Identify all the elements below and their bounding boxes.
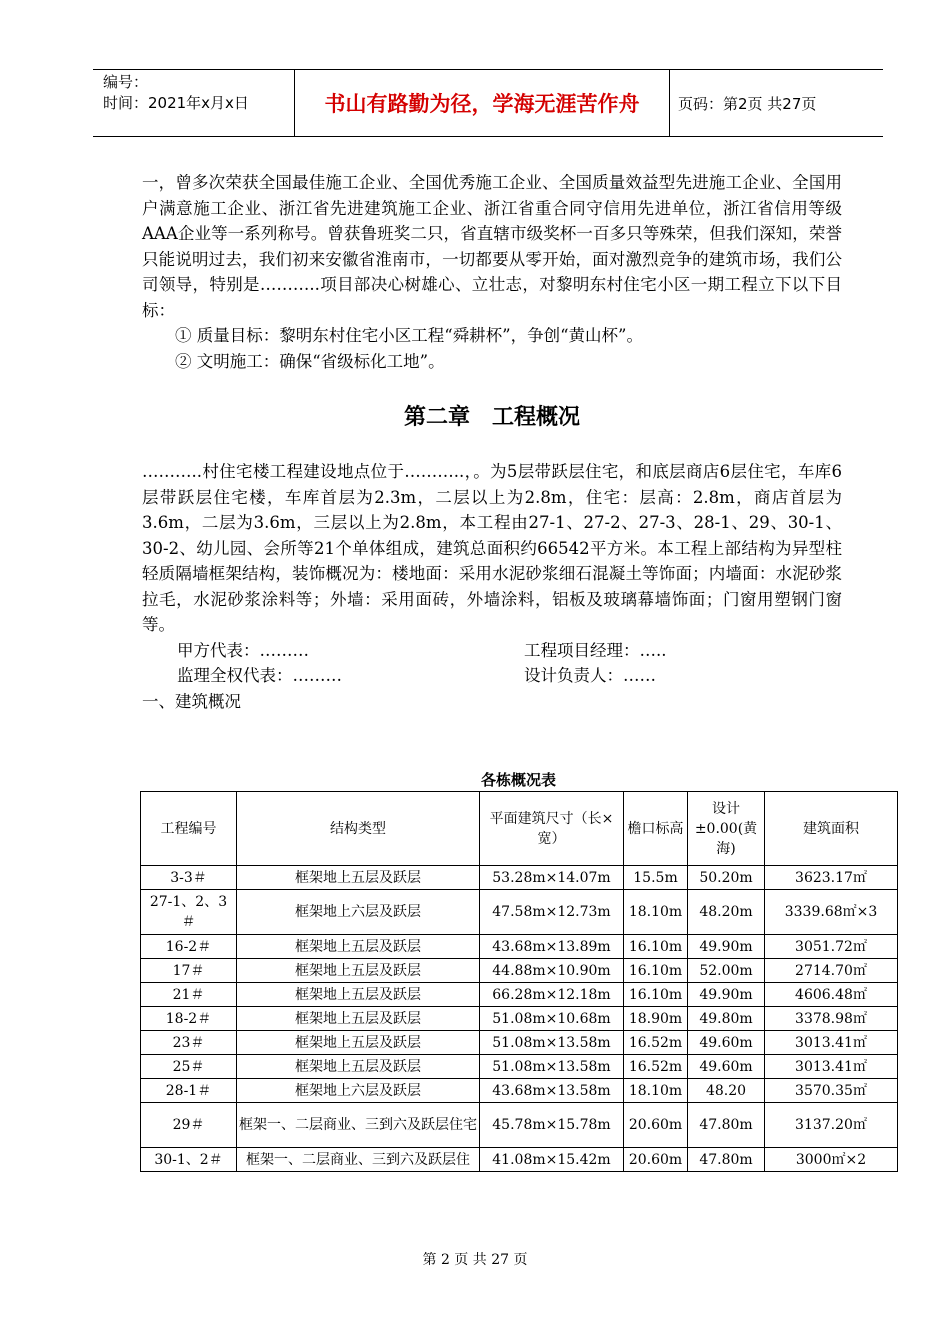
table-cell: 16.52m: [624, 1031, 688, 1055]
table-cell: 18-2＃: [141, 1007, 237, 1031]
table-row: [141, 935, 898, 959]
table-cell: 17＃: [141, 959, 237, 983]
table-caption: 各栋概况表: [480, 771, 556, 789]
table-cell: 28-1＃: [141, 1079, 237, 1103]
goal-civilized: ② 文明施工：确保“省级标化工地”。: [175, 351, 445, 371]
table-cell: 51.08m×13.58m: [480, 1055, 624, 1079]
overview-paragraph: ………..村住宅楼工程建设地点位于………..，。为5层带跃层住宅，和底层商店6层住宅，车库6层带跃层住宅楼，车库首层为2.3m，二层以上为2.8m，住宅：层高：2.8m，商店首层为3.6m，二层为3.6m，三层以上为2.8m，本工程由27-1、27-2、27-3、28-1、29、30-1、30-2、幼儿园、会所等21个单体组成，建筑总面积约66542平方米。本工程上部结构为异型柱轻质隔墙框架结构，装饰概况为：楼地面：采用水泥砂浆细石混凝土等饰面；内墙面：水泥砂浆拉毛，水泥砂浆涂料等；外墙：采用面砖，外墙涂料，铝板及玻璃幕墙饰面；门窗用塑钢门窗等。: [142, 462, 842, 634]
col-header: 工程编号: [141, 792, 237, 866]
table-cell: 18.10m: [624, 1079, 688, 1103]
table-row: [141, 890, 898, 935]
table-cell: 16.10m: [624, 935, 688, 959]
number-label: 编号：: [103, 73, 149, 91]
table-cell: 41.08m×15.42m: [480, 1148, 624, 1172]
table-row: [141, 1103, 898, 1148]
building-table: [140, 791, 898, 1172]
table-cell: 49.90m: [688, 983, 765, 1007]
table-row: [141, 1079, 898, 1103]
header-page-code: 页码：第2页 共27页: [678, 94, 817, 113]
table-row: [141, 1055, 898, 1079]
project-manager: 工程项目经理：…..: [524, 640, 667, 660]
table-cell: 30-1、2＃: [141, 1148, 237, 1172]
col-header: 平面建筑尺寸（长×宽）: [480, 792, 624, 866]
table-cell: 3137.20㎡: [765, 1103, 898, 1148]
supervisor-rep: 监理全权代表：………: [177, 666, 342, 685]
table-cell: 27-1、2、3＃: [141, 890, 237, 935]
signature-row: [142, 663, 842, 689]
intro-paragraph: 一，曾多次荣获全国最佳施工企业、全国优秀施工企业、全国质量效益型先进施工企业、全国用户满意施工企业、浙江省先进建筑施工企业、浙江省重合同守信用先进单位，浙江省信用等级AAA企业等一系列称号。曾获鲁班奖二只，省直辖市级奖杯一百多只等殊荣，但我们深知，荣誉只能说明过去，我们初来安徽省淮南市，一切都要从零开始，面对激烈竞争的建筑市场，我们公司领导，特别是………..项目部决心树雄心、立壮志，对黎明东村住宅小区一期工程立下以下目标：: [142, 173, 842, 320]
section-title: 一、建筑概况: [142, 691, 241, 711]
signature-row: [142, 638, 842, 664]
header-divider: [669, 70, 670, 136]
table-cell: 47.80m: [688, 1103, 765, 1148]
table-cell: 4606.48㎡: [765, 983, 898, 1007]
table-cell: 25＃: [141, 1055, 237, 1079]
col-header: 建筑面积: [765, 792, 898, 866]
table-cell: 16.10m: [624, 983, 688, 1007]
table-cell: 3378.98㎡: [765, 1007, 898, 1031]
time-label: 时间：2021年x月x日: [103, 94, 249, 112]
table-cell: 框架一、二层商业、三到六及跃层住: [237, 1148, 480, 1172]
table-cell: 框架地上六层及跃层: [237, 1079, 480, 1103]
table-cell: 框架地上五层及跃层: [237, 1031, 480, 1055]
table-cell: 51.08m×13.58m: [480, 1031, 624, 1055]
table-cell: 2714.70㎡: [765, 959, 898, 983]
col-header: 檐口标高: [624, 792, 688, 866]
table-cell: 框架地上五层及跃层: [237, 1007, 480, 1031]
table-cell: 48.20m: [688, 890, 765, 935]
table-cell: 3000㎡×2: [765, 1148, 898, 1172]
table-cell: 44.88m×10.90m: [480, 959, 624, 983]
table-cell: 29＃: [141, 1103, 237, 1148]
table-cell: 3-3＃: [141, 866, 237, 890]
table-cell: 18.90m: [624, 1007, 688, 1031]
table-cell: 3339.68㎡×3: [765, 890, 898, 935]
chapter-title: 第二章 工程概况: [403, 405, 580, 430]
table-cell: 18.10m: [624, 890, 688, 935]
table-cell: 框架地上五层及跃层: [237, 983, 480, 1007]
page-footer: 第 2 页 共 27 页: [422, 1252, 528, 1268]
table-header-row: [141, 792, 898, 866]
table-cell: 45.78m×15.78m: [480, 1103, 624, 1148]
table-cell: 3013.41㎡: [765, 1055, 898, 1079]
table-cell: 23＃: [141, 1031, 237, 1055]
table-cell: 3570.35㎡: [765, 1079, 898, 1103]
page-header: [93, 69, 883, 137]
table-cell: 49.80m: [688, 1007, 765, 1031]
table-cell: 49.60m: [688, 1031, 765, 1055]
table-cell: 15.5m: [624, 866, 688, 890]
table-cell: 53.28m×14.07m: [480, 866, 624, 890]
design-lead: 设计负责人：……: [524, 666, 656, 685]
table-cell: 47.58m×12.73m: [480, 890, 624, 935]
table-cell: 51.08m×10.68m: [480, 1007, 624, 1031]
table-cell: 43.68m×13.89m: [480, 935, 624, 959]
table-cell: 3013.41㎡: [765, 1031, 898, 1055]
table-cell: 50.20m: [688, 866, 765, 890]
owner-rep: 甲方代表：………: [177, 640, 309, 660]
header-left: [103, 72, 293, 114]
table-row: [141, 1148, 898, 1172]
table-cell: 框架地上五层及跃层: [237, 866, 480, 890]
table-cell: 66.28m×12.18m: [480, 983, 624, 1007]
table-cell: 21＃: [141, 983, 237, 1007]
table-cell: 3051.72㎡: [765, 935, 898, 959]
table-cell: 52.00m: [688, 959, 765, 983]
goal-quality: ① 质量目标：黎明东村住宅小区工程“舜耕杯”，争创“黄山杯”。: [175, 326, 643, 345]
table-cell: 框架地上五层及跃层: [237, 935, 480, 959]
table-cell: 框架一、二层商业、三到六及跃层住宅: [237, 1103, 480, 1148]
table-cell: 框架地上五层及跃层: [237, 959, 480, 983]
table-cell: 20.60m: [624, 1148, 688, 1172]
table-row: [141, 1007, 898, 1031]
table-cell: 49.90m: [688, 935, 765, 959]
table-row: [141, 866, 898, 890]
table-cell: 47.80m: [688, 1148, 765, 1172]
table-cell: 49.60m: [688, 1055, 765, 1079]
table-cell: 20.60m: [624, 1103, 688, 1148]
table-cell: 16.52m: [624, 1055, 688, 1079]
table-cell: 16-2＃: [141, 935, 237, 959]
table-cell: 43.68m×13.58m: [480, 1079, 624, 1103]
table-row: [141, 959, 898, 983]
table-row: [141, 1031, 898, 1055]
table-cell: 3623.17㎡: [765, 866, 898, 890]
table-cell: 框架地上六层及跃层: [237, 890, 480, 935]
table-cell: 框架地上五层及跃层: [237, 1055, 480, 1079]
table-row: [141, 983, 898, 1007]
col-header: 设计±0.00(黄海): [688, 792, 765, 866]
document-body: [142, 170, 842, 714]
table-cell: 48.20: [688, 1079, 765, 1103]
col-header: 结构类型: [237, 792, 480, 866]
header-motto: 书山有路勤为径，学海无涯苦作舟: [324, 92, 640, 116]
table-cell: 16.10m: [624, 959, 688, 983]
